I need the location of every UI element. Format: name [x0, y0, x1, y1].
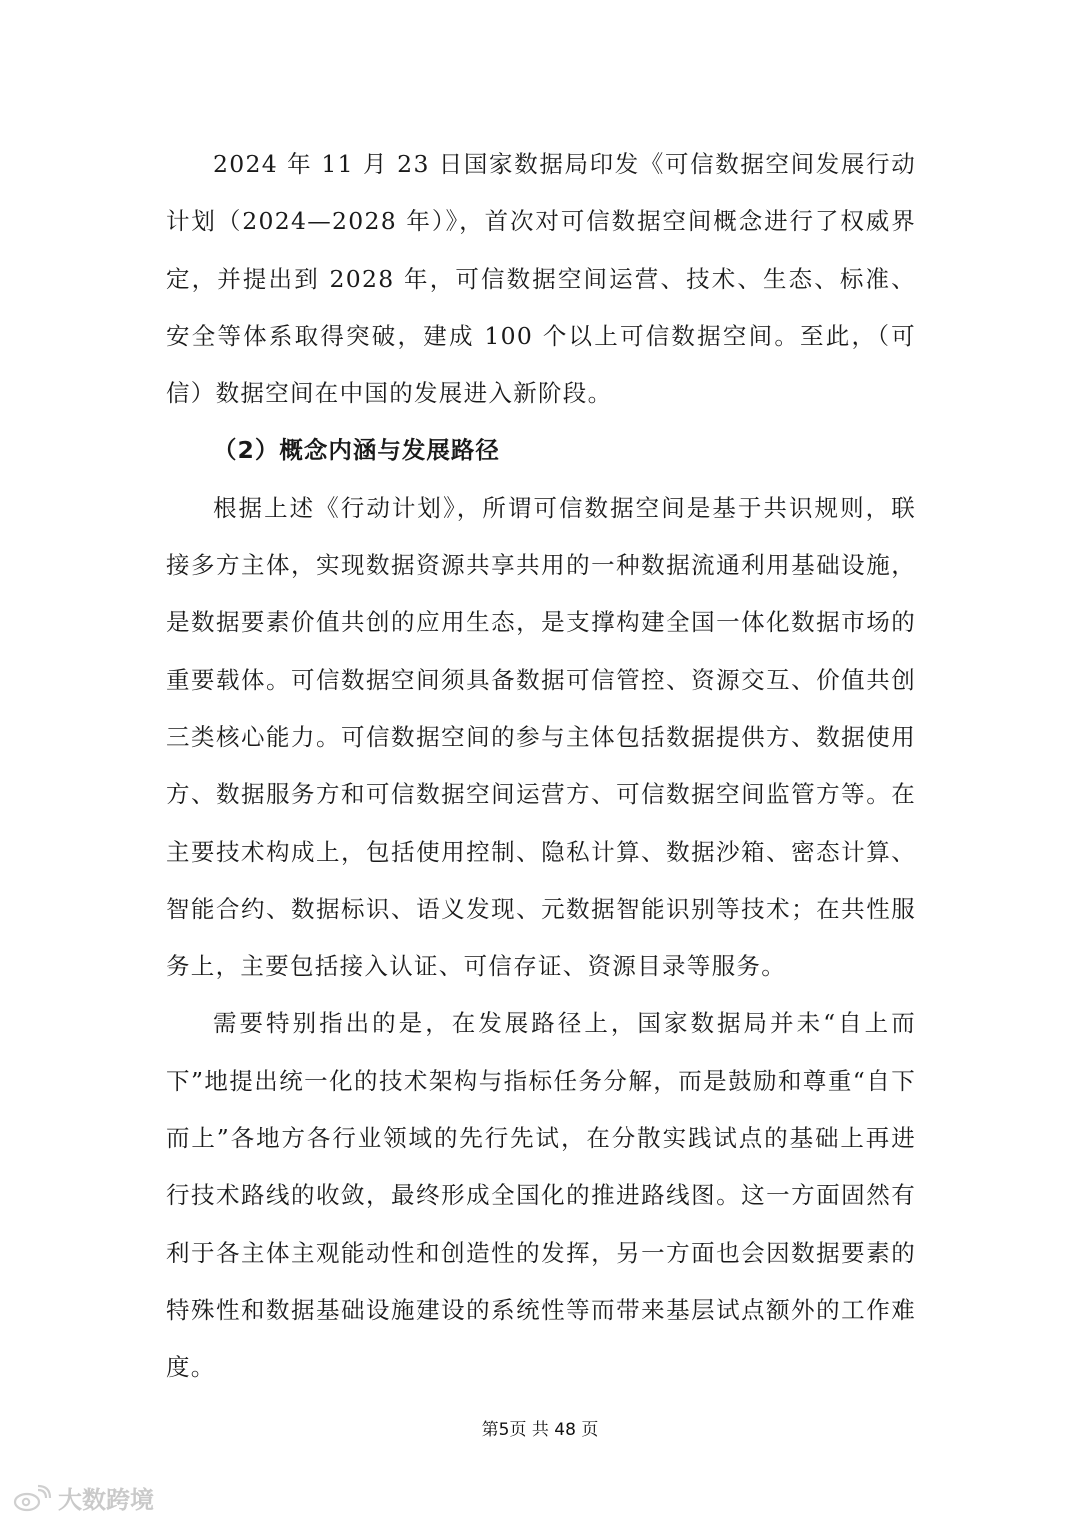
definition-paragraph: 根据上述《行动计划》，所谓可信数据空间是基于共识规则，联接多方主体，实现数据资源共享共用的一种数据流通利用基础设施，是数据要素价值共创的应用生态，是支撑构建全国一体化数据市场的重要载体。可信数据空间须具备数据可信管控、资源交互、价值共创三类核心能力。可信数据空间的参与主体包括数据提供方、数据使用方、数据服务方和可信数据空间运营方、可信数据空间监管方等。在主要技术构成上，包括使用控制、隐私计算、数据沙箱、密态计算、智能合约、数据标识、语义发现、元数据智能识别等技术；在共性服务上，主要包括接入认证、可信存证、资源目录等服务。	[166, 493, 916, 981]
watermark-text: 大数跨境	[58, 1486, 154, 1514]
watermark	[12, 1480, 154, 1515]
weibo-logo-icon	[12, 1484, 52, 1512]
intro-paragraph: 2024 年 11 月 23 日国家数据局印发《可信数据空间发展行动计划（2024—2028 年）》，首次对可信数据空间概念进行了权威界定，并提出到 2028 年，可信数据空间运营、技术、生态、标准、安全等体系取得突破，建成 100 个以上可信数据空间。至此，（可信）数据空间在中国的发展进入新阶段。	[166, 150, 916, 408]
document-body	[166, 136, 916, 1397]
page-number-footer: 第5页 共 48 页	[481, 1420, 599, 1440]
section-heading: （2）概念内涵与发展路径	[213, 436, 500, 465]
development-path-paragraph: 需要特别指出的是，在发展路径上，国家数据局并未“自上而下”地提出统一化的技术架构与指标任务分解，而是鼓励和尊重“自下而上”各地方各行业领域的先行先试，在分散实践试点的基础上再进行技术路线的收敛，最终形成全国化的推进路线图。这一方面固然有利于各主体主观能动性和创造性的发挥，另一方面也会因数据要素的特殊性和数据基础设施建设的系统性等而带来基层试点额外的工作难度。	[166, 1009, 916, 1382]
